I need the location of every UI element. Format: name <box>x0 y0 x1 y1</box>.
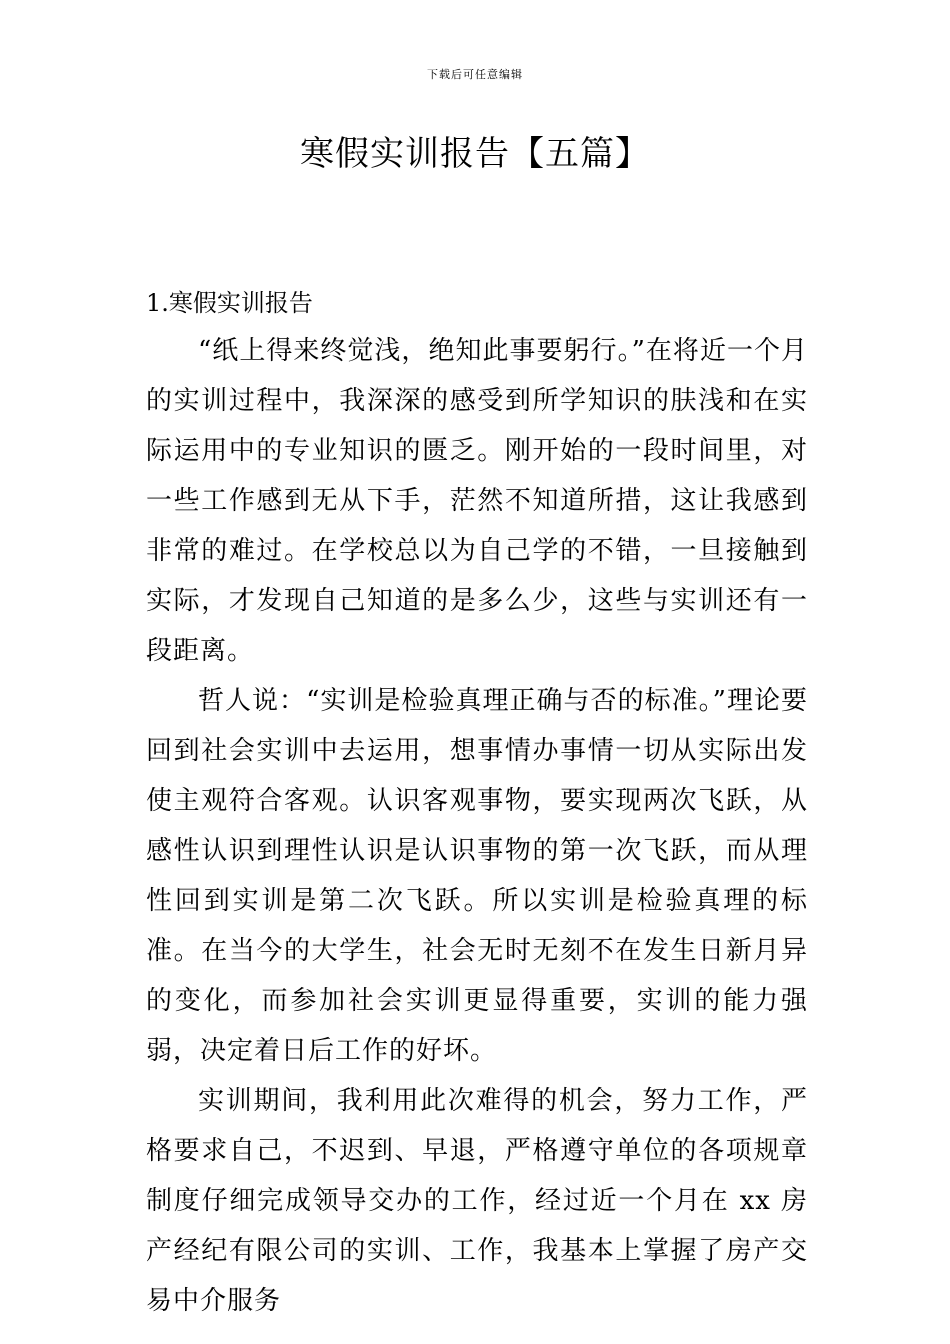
body-text <box>146 326 808 1326</box>
paragraph: 哲人说：“实训是检验真理正确与否的标准。”理论要回到社会实训中去运用，想事情办事情一切从实际出发使主观符合客观。认识客观事物，要实现两次飞跃，从感性认识到理性认识是认识事物的第一次飞跃，而从理性回到实训是第二次飞跃。所以实训是检验真理的标准。在当今的大学生，社会无时无刻不在发生日新月异的变化，而参加社会实训更显得重要，实训的能力强弱，决定着日后工作的好坏。 <box>146 686 808 1066</box>
header-note: 下载后可任意编辑 <box>427 68 523 81</box>
section-heading: 1.寒假实训报告 <box>146 289 313 317</box>
paragraph: “纸上得来终觉浅，绝知此事要躬行。”在将近一个月的实训过程中，我深深的感受到所学知识的肤浅和在实际运用中的专业知识的匮乏。刚开始的一段时间里，对一些工作感到无从下手，茫然不知道所措，这让我感到非常的难过。在学校总以为自己学的不错，一旦接触到实际，才发现自己知道的是多么少，这些与实训还有一段距离。 <box>146 336 808 666</box>
page-title: 寒假实训报告【五篇】 <box>300 134 650 174</box>
paragraph: 实训期间，我利用此次难得的机会，努力工作，严格要求自己，不迟到、早退，严格遵守单位的各项规章制度仔细完成领导交办的工作，经过近一个月在 xx 房产经纪有限公司的实训、工作，我基本上掌握了房产交易中介服务 <box>146 1086 808 1316</box>
